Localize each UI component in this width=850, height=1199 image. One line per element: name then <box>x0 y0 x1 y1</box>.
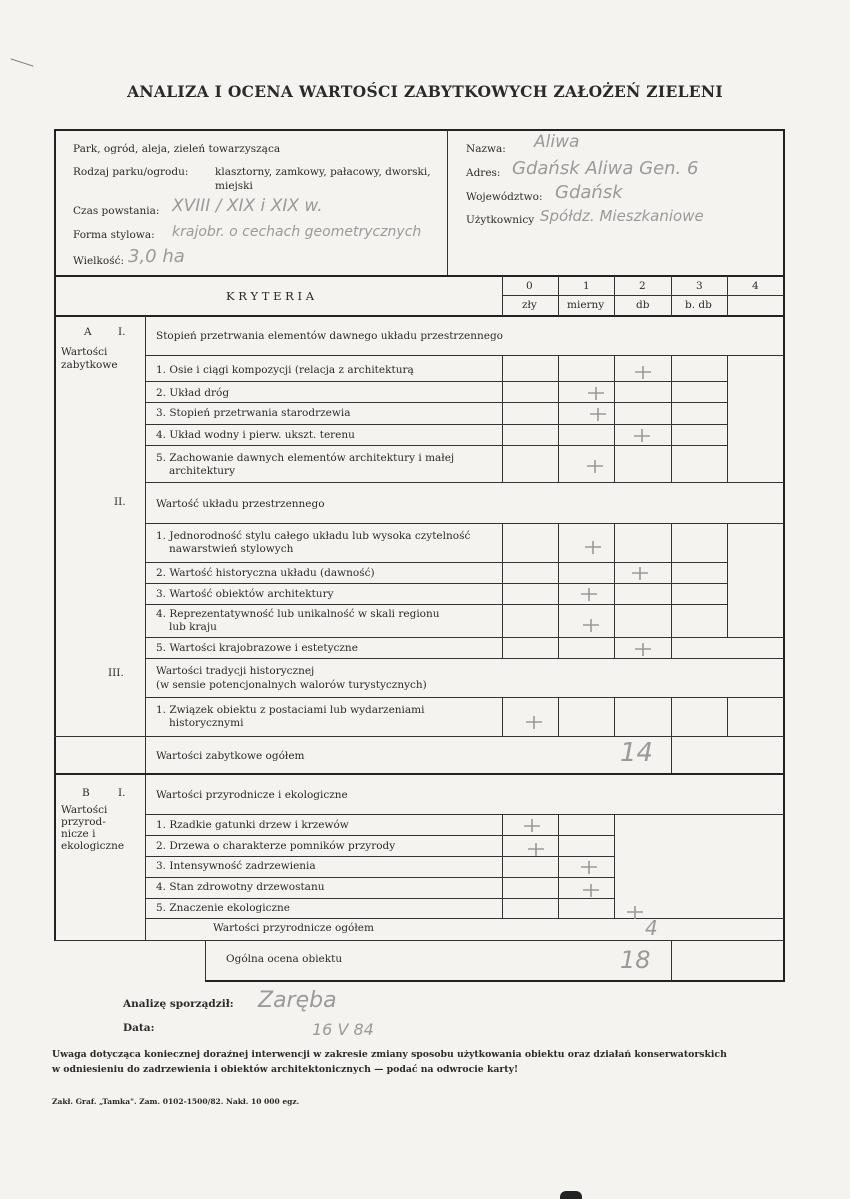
g1-col-2 <box>614 355 615 482</box>
g3-col-2 <box>614 697 615 736</box>
mark-b-1 <box>523 816 541 834</box>
g2-row-3-bottom <box>145 604 727 605</box>
g2-row-4-bottom <box>145 637 784 638</box>
col-3-label: b. db <box>685 299 712 311</box>
g1-item-1: 1. Osie i ciągi kompozycji (relacja z architekturą <box>156 364 414 376</box>
col-1-label: mierny <box>567 299 605 311</box>
g1-col-3 <box>671 355 672 482</box>
sectionB-name-2: przyrod- <box>61 816 106 828</box>
mark-g2-5 <box>634 640 652 658</box>
mark-g1-2 <box>587 384 605 402</box>
g3-col-1 <box>558 697 559 736</box>
adres-label: Adres: <box>466 167 501 179</box>
g1-item-5b: architektury <box>169 465 236 477</box>
prepared-value: Zaręba <box>258 988 337 1013</box>
prepared-label: Analizę sporządził: <box>123 998 234 1010</box>
overall-left <box>205 940 206 981</box>
g3-col-3 <box>671 697 672 736</box>
sectionA-roman: I. <box>118 326 126 338</box>
scan-mark <box>10 58 33 66</box>
nazwa-value: Aliwa <box>534 132 580 152</box>
frame-left <box>54 129 56 941</box>
groupB-title: Wartości przyrodnicze i ekologiczne <box>156 789 348 801</box>
sectionB-name-3: nicze i <box>61 828 96 840</box>
czas-value: XVIII / XIX i XIX w. <box>172 196 323 216</box>
overall-value: 18 <box>620 946 651 974</box>
mark-g1-5 <box>586 457 604 475</box>
totalA-divider <box>671 736 672 774</box>
uzytkownicy-label: Użytkownicy <box>466 214 535 226</box>
b-row-3-bottom <box>145 877 615 878</box>
forma-label: Forma stylowa: <box>73 229 155 241</box>
adres-value: Gdańsk Aliwa Gen. 6 <box>512 158 699 179</box>
wojewodztwo-value: Gdańsk <box>555 182 623 203</box>
b-item-1: 1. Rzadkie gatunki drzew i krzewów <box>156 819 349 831</box>
czas-label: Czas powstania: <box>73 205 160 217</box>
mark-g1-3 <box>589 405 607 423</box>
group3-roman: III. <box>108 667 124 679</box>
b-col-2 <box>614 814 615 918</box>
g1-row-4-bottom <box>145 445 727 446</box>
col-2-num: 2 <box>639 280 646 292</box>
forma-value: krajobr. o cechach geometrycznych <box>172 224 422 240</box>
col-1-left <box>558 276 559 316</box>
totalB-label: Wartości przyrodnicze ogółem <box>213 922 374 934</box>
rodzaj-options: klasztorny, zamkowy, pałacowy, dworski, <box>215 166 431 178</box>
mark-b-4 <box>582 881 600 899</box>
col-4-num: 4 <box>752 280 759 292</box>
col-3-num: 3 <box>696 280 703 292</box>
rodzaj-options-2: miejski <box>215 180 253 192</box>
groupB-title-bottom <box>145 814 784 815</box>
g1-row-5-bottom <box>145 482 784 483</box>
group3-title-2: (w sensie potencjonalnych walorów turystycznych) <box>156 679 427 691</box>
sectionB-letter: B <box>82 787 90 799</box>
g1-item-2: 2. Układ dróg <box>156 387 230 399</box>
g2-row-5-bottom <box>145 658 784 659</box>
group2-title-bottom <box>145 523 784 524</box>
b-row-5-bottom <box>145 918 784 919</box>
section-divider <box>145 316 146 941</box>
b-item-4: 4. Stan zdrowotny drzewostanu <box>156 881 325 893</box>
group2-roman: II. <box>114 496 126 508</box>
note-line-1: Uwaga dotycząca koniecznej doraźnej interwencji w zakresie zmiany sposobu użytkowania obiektu oraz działań konserwatorskich <box>52 1049 727 1060</box>
g2-col-0 <box>502 523 503 658</box>
page-title: ANALIZA I OCENA WARTOŚCI ZABYTKOWYCH ZAŁOŻEŃ ZIELENI <box>127 82 723 101</box>
nazwa-label: Nazwa: <box>466 143 506 155</box>
b-item-5: 5. Znaczenie ekologiczne <box>156 902 291 914</box>
group1-title: Stopień przetrwania elementów dawnego układu przestrzennego <box>156 330 503 342</box>
g1-item-4: 4. Układ wodny i pierw. ukszt. terenu <box>156 429 355 441</box>
g2-col-1 <box>558 523 559 658</box>
g2-item-5: 5. Wartości krajobrazowe i estetyczne <box>156 642 358 654</box>
frame-right <box>783 129 785 981</box>
g3-item-1b: historycznymi <box>169 717 244 729</box>
sectionA-name-1: Wartości <box>61 346 108 358</box>
rodzaj-label: Rodzaj parku/ogrodu: <box>73 166 189 178</box>
g2-col-2 <box>614 523 615 658</box>
overall-divider <box>671 940 672 981</box>
mark-g3-1 <box>525 713 543 731</box>
g2-item-1b: nawarstwień stylowych <box>169 543 294 555</box>
sectionB-name-1: Wartości <box>61 804 108 816</box>
b-col-0 <box>502 814 503 918</box>
frame-top <box>54 129 784 131</box>
wielkosc-value: 3,0 ha <box>128 246 185 267</box>
g2-item-4b: lub kraju <box>169 621 217 633</box>
header-divider <box>447 130 448 276</box>
group3-title-bottom <box>145 697 784 698</box>
g2-item-2: 2. Wartość historyczna układu (dawność) <box>156 567 375 579</box>
totalA-value: 14 <box>620 738 654 768</box>
g2-item-3: 3. Wartość obiektów architektury <box>156 588 334 600</box>
g3-col-0 <box>502 697 503 736</box>
g2-col-4a <box>727 523 728 637</box>
date-label: Data: <box>123 1022 155 1034</box>
g1-row-1-bottom <box>145 381 727 382</box>
group1-title-bottom <box>145 355 784 356</box>
b-row-1-bottom <box>145 835 615 836</box>
col-0-label: zły <box>522 299 537 311</box>
date-value: 16 V 84 <box>312 1020 374 1039</box>
print-footer: Zakł. Graf. „Tamka". Zam. 0102-1500/82. Nakł. 10 000 egz. <box>52 1097 300 1106</box>
scale-mid-line <box>502 295 784 296</box>
g2-col-3 <box>671 523 672 658</box>
mark-b-2 <box>527 840 545 858</box>
group3-title-1: Wartości tradycji historycznej <box>156 665 315 677</box>
sectionA-letter: A <box>84 326 92 338</box>
group2-title: Wartość układu przestrzennego <box>156 498 325 510</box>
park-label: Park, ogród, aleja, zieleń towarzysząca <box>73 143 281 155</box>
g2-row-2-bottom <box>145 583 727 584</box>
g3-item-1: 1. Związek obiektu z postaciami lub wydarzeniami <box>156 704 425 716</box>
sectionB-bottom <box>145 940 784 941</box>
mark-b-3 <box>580 858 598 876</box>
overall-label: Ogólna ocena obiektu <box>226 953 343 965</box>
g2-item-1: 1. Jednorodność stylu całego układu lub wysoka czytelność <box>156 530 471 542</box>
g1-item-3: 3. Stopień przetrwania starodrzewia <box>156 407 351 419</box>
g2-item-4: 4. Reprezentatywność lub unikalność w skali regionu <box>156 608 440 620</box>
mark-g2-3 <box>580 585 598 603</box>
g1-row-2-bottom <box>145 402 727 403</box>
sectionA-bottom <box>54 773 784 775</box>
wielkosc-label: Wielkość: <box>73 255 125 267</box>
mark-g2-1 <box>584 538 602 556</box>
g1-col-4 <box>727 355 728 482</box>
scan-edge <box>560 1191 582 1199</box>
g1-col-0 <box>502 355 503 482</box>
uzytkownicy-value: Spółdz. Mieszkaniowe <box>540 207 704 225</box>
sectionB-name-4: ekologiczne <box>61 840 125 852</box>
sectionB-roman: I. <box>118 787 126 799</box>
header-bottom <box>54 275 784 277</box>
col-0-num: 0 <box>526 280 533 292</box>
mark-b-5 <box>626 903 644 921</box>
b-item-2: 2. Drzewa o charakterze pomników przyrody <box>156 840 396 852</box>
b-col-1 <box>558 814 559 918</box>
g3-row-1-bottom <box>54 736 784 737</box>
col-2-left <box>614 276 615 316</box>
scale-bottom <box>54 315 784 317</box>
g1-col-1 <box>558 355 559 482</box>
col-1-num: 1 <box>583 280 590 292</box>
mark-g2-4 <box>582 616 600 634</box>
mark-g1-1 <box>634 363 652 381</box>
totalA-label: Wartości zabytkowe ogółem <box>156 750 305 762</box>
col-3-left <box>671 276 672 316</box>
frame-bottom-overall <box>205 980 785 982</box>
b-item-3: 3. Intensywność zadrzewienia <box>156 860 316 872</box>
g3-col-4 <box>727 697 728 736</box>
col-4-left <box>727 276 728 316</box>
mark-g2-2 <box>631 564 649 582</box>
mark-g1-4 <box>633 426 651 444</box>
b-row-4-bottom <box>145 898 615 899</box>
g1-item-5: 5. Zachowanie dawnych elementów architektury i małej <box>156 452 455 464</box>
note-line-2: w odniesieniu do zadrzewienia i obiektów architektonicznych — podać na odwrocie karty! <box>52 1064 519 1075</box>
kryteria-label: K R Y T E R I A <box>226 289 315 303</box>
col-2-label: db <box>636 299 650 311</box>
sectionA-name-2: zabytkowe <box>61 359 118 371</box>
col-0-left <box>502 276 503 316</box>
totalB-value: 4 <box>645 916 658 940</box>
wojewodztwo-label: Województwo: <box>466 191 543 203</box>
